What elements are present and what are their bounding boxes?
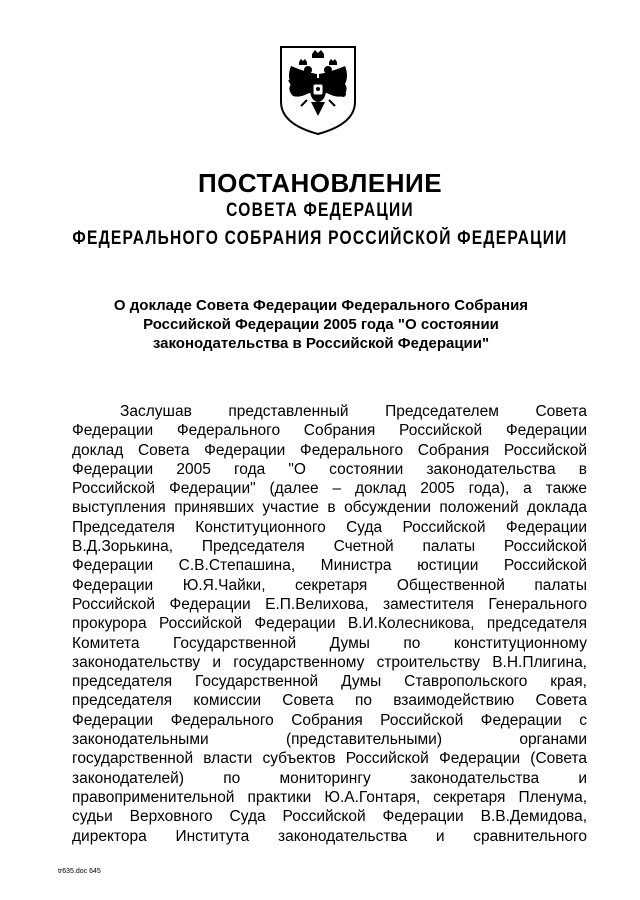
body-line: законодательству и государственному строительству В.Н.Плигина,	[72, 653, 587, 671]
document-body	[72, 402, 587, 846]
file-code-footer: tr635.doc 645	[58, 868, 101, 875]
issuer-line-1: СОВЕТА ФЕДЕРАЦИИ	[226, 200, 414, 221]
body-line: Федерации С.В.Степашина, Министра юстиции Российской	[72, 557, 587, 575]
document-subject	[96, 296, 546, 353]
body-line: Федерации Федерального Собрания Российской Федерации	[72, 422, 587, 440]
body-line: законодателей) по мониторингу законодательства и	[72, 769, 587, 787]
subject-line: О докладе Совета Федерации Федерального Собрания	[113, 297, 529, 314]
subject-line: Российской Федерации 2005 года "О состоянии	[143, 316, 499, 333]
body-line: Заслушав представленный Председателем Совета	[120, 403, 587, 420]
body-line: Федерации Ю.Я.Чайки, секретаря Общественной палаты	[72, 576, 587, 594]
body-line: Российской Федерации Е.П.Велихова, заместителя Генерального	[72, 595, 587, 613]
body-line: Федерации Федерального Собрания Российской Федерации с	[72, 711, 587, 729]
body-line: Комитета Государственной Думы по конституционному	[72, 634, 587, 652]
body-line: председателя Государственной Думы Ставропольского края,	[72, 673, 587, 691]
document-type-heading: ПОСТАНОВЛЕНИЕ	[197, 168, 443, 198]
body-line: Федерации 2005 года "О состоянии законодательства в	[72, 460, 587, 478]
body-line: законодательными (представительными) органами	[72, 731, 587, 749]
body-line: прокурора Российской Федерации В.И.Колесникова, председателя	[72, 615, 587, 633]
body-line: председателя комиссии Совета по взаимодействию Совета	[72, 692, 587, 710]
body-line: доклад Совета Федерации Федерального Собрания Российской	[72, 441, 587, 459]
body-line: В.Д.Зорькина, Председателя Счетной палаты Российской	[72, 538, 587, 556]
body-line: выступления принявших участие в обсуждении положений доклада	[72, 499, 587, 517]
body-line: директора Института законодательства и сравнительного	[72, 827, 587, 845]
body-line: Председателя Конституционного Суда Российской Федерации	[72, 518, 587, 536]
issuer-line-2: ФЕДЕРАЛЬНОГО СОБРАНИЯ РОССИЙСКОЙ ФЕДЕРАЦИИ	[72, 228, 568, 249]
body-line: правоприменительной практики Ю.А.Гонтаря, секретаря Пленума,	[72, 788, 587, 806]
subject-line: законодательства в Российской Федерации"	[152, 335, 490, 352]
body-line: судьи Верховного Суда Российской Федерации В.В.Демидова,	[72, 808, 587, 826]
body-line: государственной власти субъектов Российской Федерации (Совета	[72, 750, 587, 768]
coat-of-arms-icon	[277, 44, 359, 136]
body-line: Российской Федерации" (далее – доклад 2005 года), а также	[72, 480, 587, 498]
